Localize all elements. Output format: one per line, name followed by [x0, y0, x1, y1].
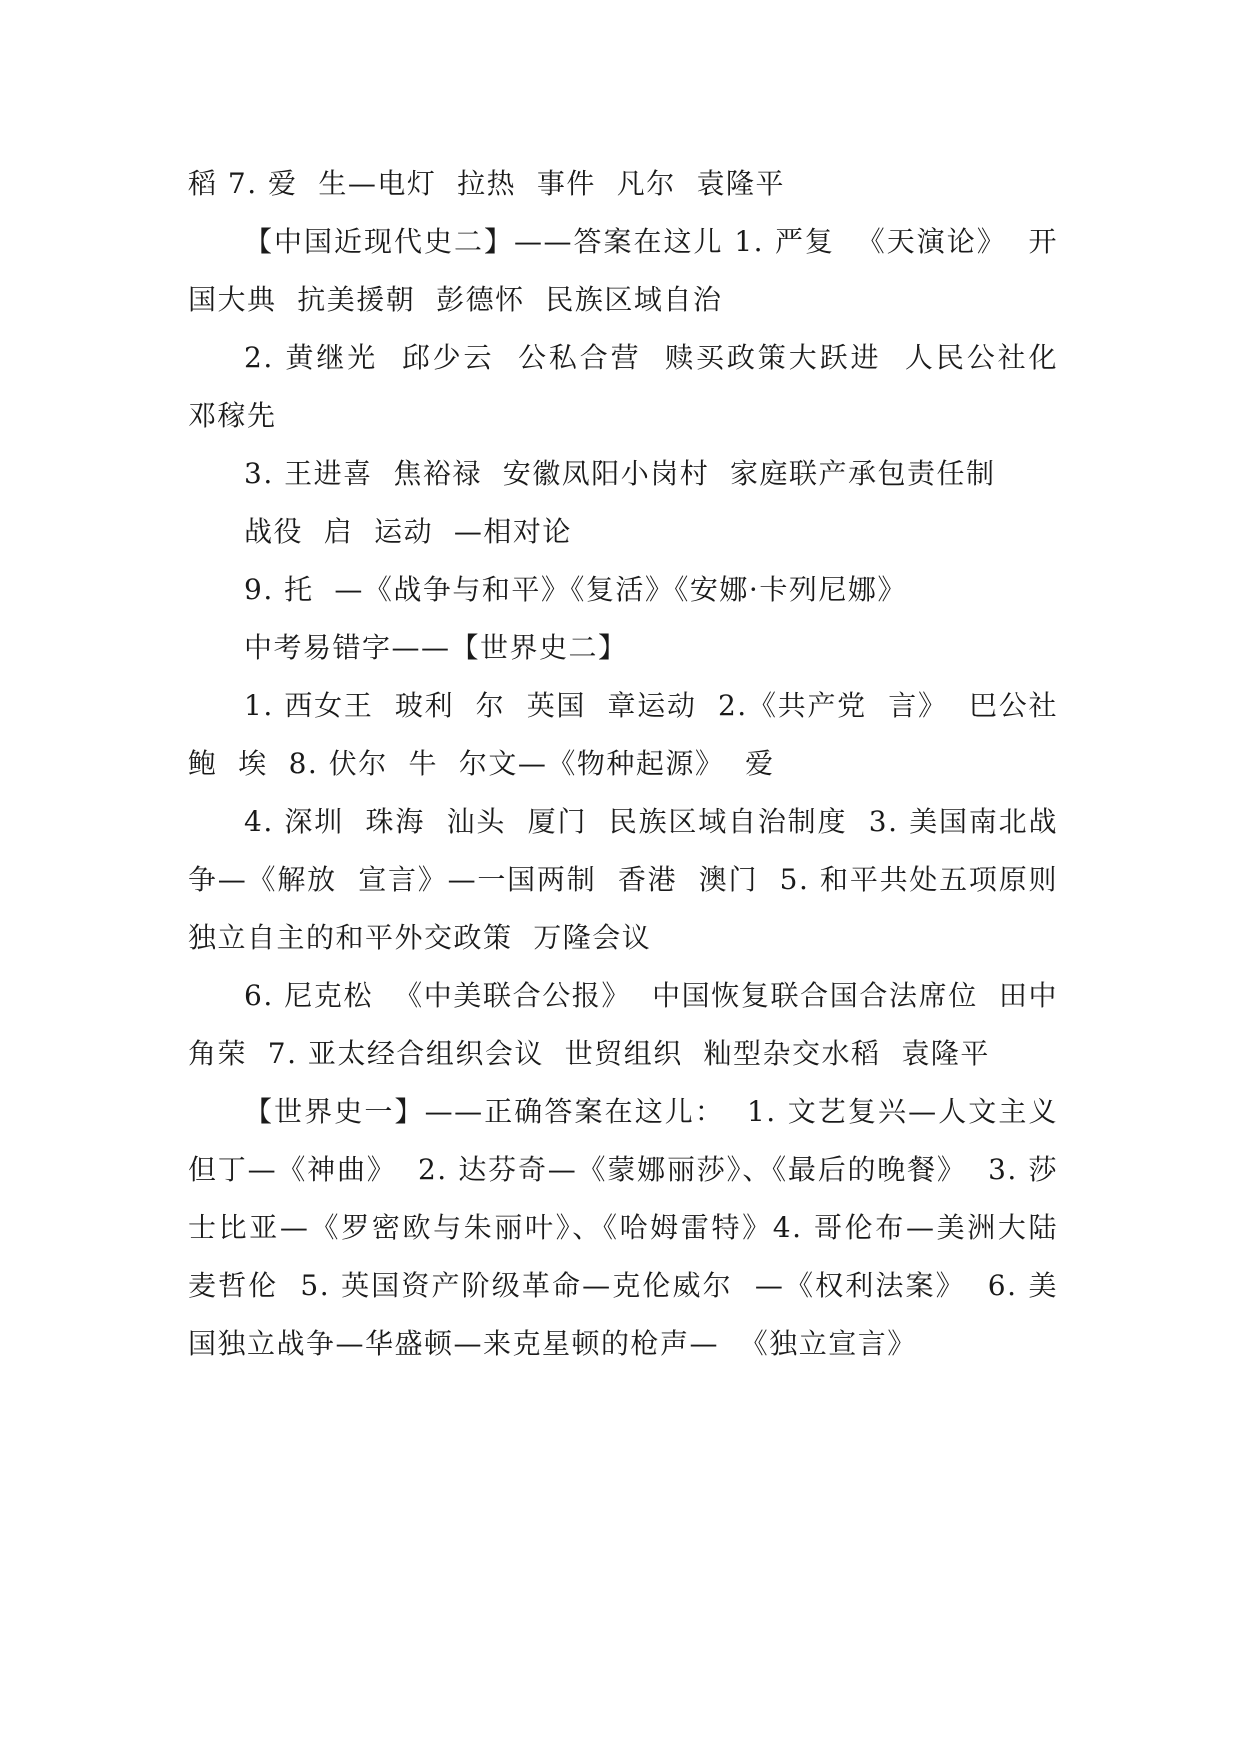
paragraph: 3. 王进喜 焦裕禄 安徽凤阳小岗村 家庭联产承包责任制 [244, 457, 996, 490]
document-page [188, 155, 1079, 1373]
paragraph: 稻 7. 爱 生—电灯 拉热 事件 凡尔 袁隆平 [188, 167, 786, 200]
paragraph: 中考易错字——【世界史二】 [244, 631, 628, 664]
paragraph: 2. 黄继光 邱少云 公私合营 赎买政策大跃进 人民公社化 邓稼先 [188, 341, 1079, 432]
paragraph: 9. 托 —《战争与和平》《复活》《安娜·卡列尼娜》 [244, 573, 907, 606]
paragraph: 【中国近现代史二】——答案在这儿 1. 严复 《天演论》 开国大典 抗美援朝 彭德怀 民族区域自治 [188, 225, 1058, 316]
paragraph: 1. 西女王 玻利 尔 英国 章运动 2.《共产党 言》 巴公社 鲍 埃 8. 伏尔 牛 尔文—《物种起源》 爱 [188, 689, 1079, 780]
paragraph: 6. 尼克松 《中美联合公报》 中国恢复联合国合法席位 田中角荣 7. 亚太经合组织会议 世贸组织 籼型杂交水稻 袁隆平 [188, 979, 1058, 1070]
paragraph: 战役 启 运动 —相对论 [244, 515, 572, 548]
paragraph: 【世界史一】——正确答案在这儿： 1. 文艺复兴—人文主义 但丁—《神曲》 2. 达芬奇—《蒙娜丽莎》、《最后的晚餐》 3. 莎士比亚—《罗密欧与朱丽叶》、《哈姆雷特》4. 哥伦布—美洲大陆 麦哲伦 5. 英国资产阶级革命—克伦威尔 —《权利法案》 6. 美国独立战争—华盛顿—来克星顿的枪声— 《独立宣言》 [188, 1095, 1079, 1360]
paragraph: 4. 深圳 珠海 汕头 厦门 民族区域自治制度 3. 美国南北战争—《解放 宣言》—一国两制 香港 澳门 5. 和平共处五项原则 独立自主的和平外交政策 万隆会议 [188, 805, 1079, 954]
